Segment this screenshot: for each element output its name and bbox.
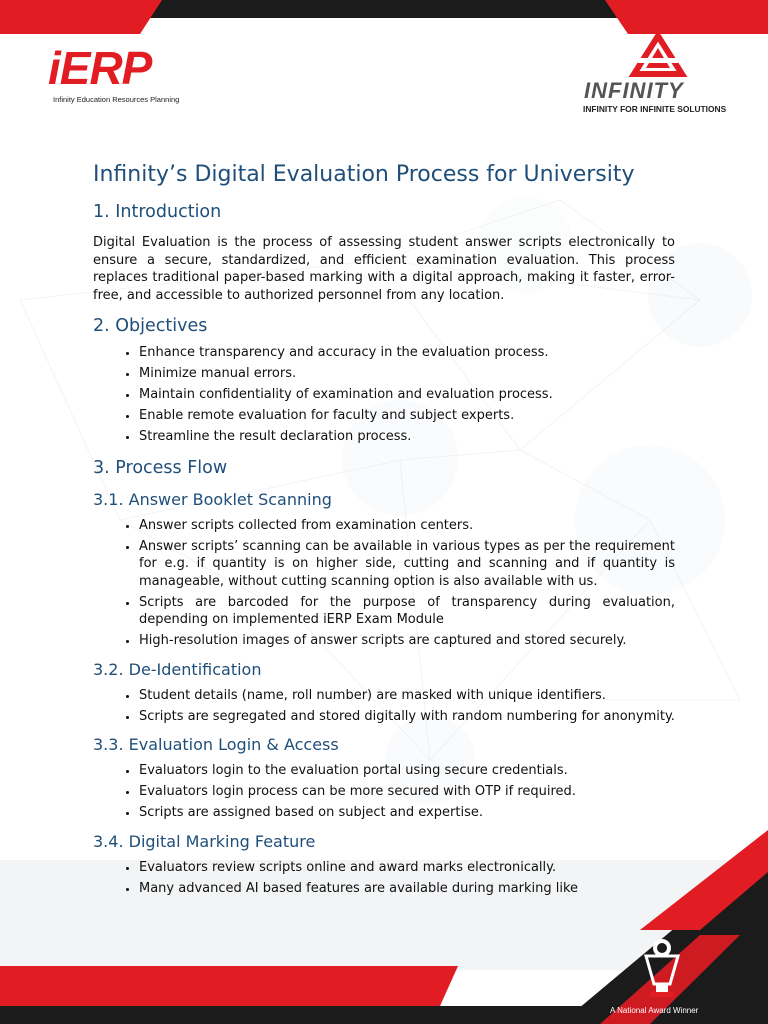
list-item: • Evaluators review scripts online and award marks electronically. (139, 859, 675, 877)
list-item: • Answer scripts collected from examination centers. (139, 517, 675, 535)
document-content (93, 160, 675, 901)
infinity-logo-slogan: INFINITY FOR INFINITE SOLUTIONS (583, 104, 727, 114)
list-item: • Enable remote evaluation for faculty and subject experts. (139, 407, 675, 425)
list-item: • Many advanced AI based features are available during marking like (139, 880, 675, 898)
award-badge (600, 934, 730, 1024)
list-item: • Scripts are barcoded for the purpose of transparency during evaluation, depending on implemented iERP Exam Module (139, 594, 675, 629)
subsection-login-heading: 3.3. Evaluation Login & Access (93, 735, 339, 754)
deidentification-list (93, 687, 675, 726)
ierp-logo-tagline: Infinity Education Resources Planning (53, 95, 180, 104)
section-introduction-heading: 1. Introduction (93, 202, 222, 222)
list-item: • Answer scripts’ scanning can be available in various types as per the requirement for e.g. if quantity is on higher side, cutting and scanning and if quantity is manageable, without cutting scanning option is also available with us. (139, 538, 675, 591)
list-item: • Student details (name, roll number) are masked with unique identifiers. (139, 687, 675, 705)
infinity-triangle-logo-icon (578, 34, 738, 80)
trophy-icon (600, 934, 730, 1004)
objectives-list (93, 344, 675, 446)
list-item: • Scripts are assigned based on subject and expertise. (139, 804, 675, 822)
login-list (93, 762, 675, 822)
introduction-paragraph: Digital Evaluation is the process of assessing student answer scripts electronically to ensure a secure, standardized, and efficient examination evaluation. This process replaces traditional paper-based marking with a digital approach, making it faster, error-free, and accessible to authorized personnel from any location. (93, 235, 675, 303)
list-item: • Streamline the result declaration process. (139, 428, 675, 446)
subsection-deidentification-heading: 3.2. De-Identification (93, 659, 262, 679)
section-objectives-heading: 2. Objectives (93, 316, 208, 336)
list-item: • Scripts are segregated and stored digitally with random numbering for anonymity. (139, 708, 675, 726)
ierp-logo (46, 44, 196, 108)
ierp-logo-wordmark: iERP (48, 42, 152, 94)
infinity-logo (578, 34, 738, 118)
infinity-logo-wordmark: INFINITY (584, 78, 684, 103)
section-process-flow-heading: 3. Process Flow (93, 457, 228, 478)
list-item: • High-resolution images of answer scripts are captured and stored securely. (139, 632, 675, 650)
subsection-scanning-heading: 3.1. Answer Booklet Scanning (93, 489, 332, 509)
document-title: Infinity’s Digital Evaluation Process for University (93, 162, 635, 187)
subsection-marking-heading: 3.4. Digital Marking Feature (93, 831, 316, 851)
scanning-list (93, 517, 675, 650)
list-item: • Evaluators login process can be more secured with OTP if required. (139, 783, 675, 801)
list-item: • Minimize manual errors. (139, 365, 675, 383)
list-item: • Maintain confidentiality of examination and evaluation process. (139, 386, 675, 404)
marking-list (93, 859, 675, 898)
award-text: A National Award Winner (610, 1006, 699, 1015)
list-item: • Enhance transparency and accuracy in the evaluation process. (139, 344, 675, 362)
list-item: • Evaluators login to the evaluation portal using secure credentials. (139, 762, 675, 780)
